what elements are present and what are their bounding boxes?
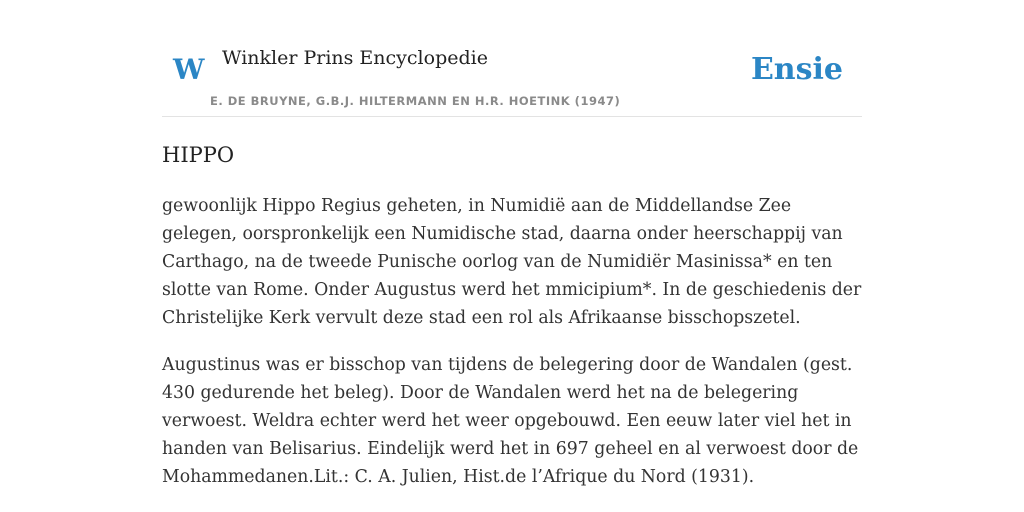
entry-paragraph-1: gewoonlijk Hippo Regius geheten, in Numidië aan de Middellandse Zee gelegen, oorspronkelijk een Numidische stad, daarna onder heerschappij van Carthago, na de tweede Punische oorlog van de Numidiër Masinissa* en ten slotte van Rome. Onder Augustus werd het mmicipium*. In de geschiedenis der Christelijke Kerk vervult deze stad een rol als Afrikaanse bisschopszetel. (162, 196, 862, 328)
source-authors: E. DE BRUYNE, G.B.J. HILTERMANN EN H.R. HOETINK (1947) (210, 94, 621, 108)
page (162, 0, 862, 512)
header (162, 0, 862, 117)
site-title[interactable]: Winkler Prins Encyclopedie (222, 47, 488, 69)
winkler-prins-logo[interactable]: W (173, 53, 205, 86)
entry-title: HIPPO (162, 143, 235, 167)
ensie-brand-logo[interactable]: Ensie (750, 52, 843, 87)
entry-paragraph-2: Augustinus was er bisschop van tijdens de belegering door de Wandalen (gest. 430 gedurende het beleg). Door de Wandalen werd het na de belegering verwoest. Weldra echter werd het weer opgebouwd. Een eeuw later viel het in handen van Belisarius. Eindelijk werd het in 697 geheel en al verwoest door de Mohammedanen.Lit.: C. A. Julien, Hist.de l’Afrique du Nord (1931). (162, 355, 859, 487)
